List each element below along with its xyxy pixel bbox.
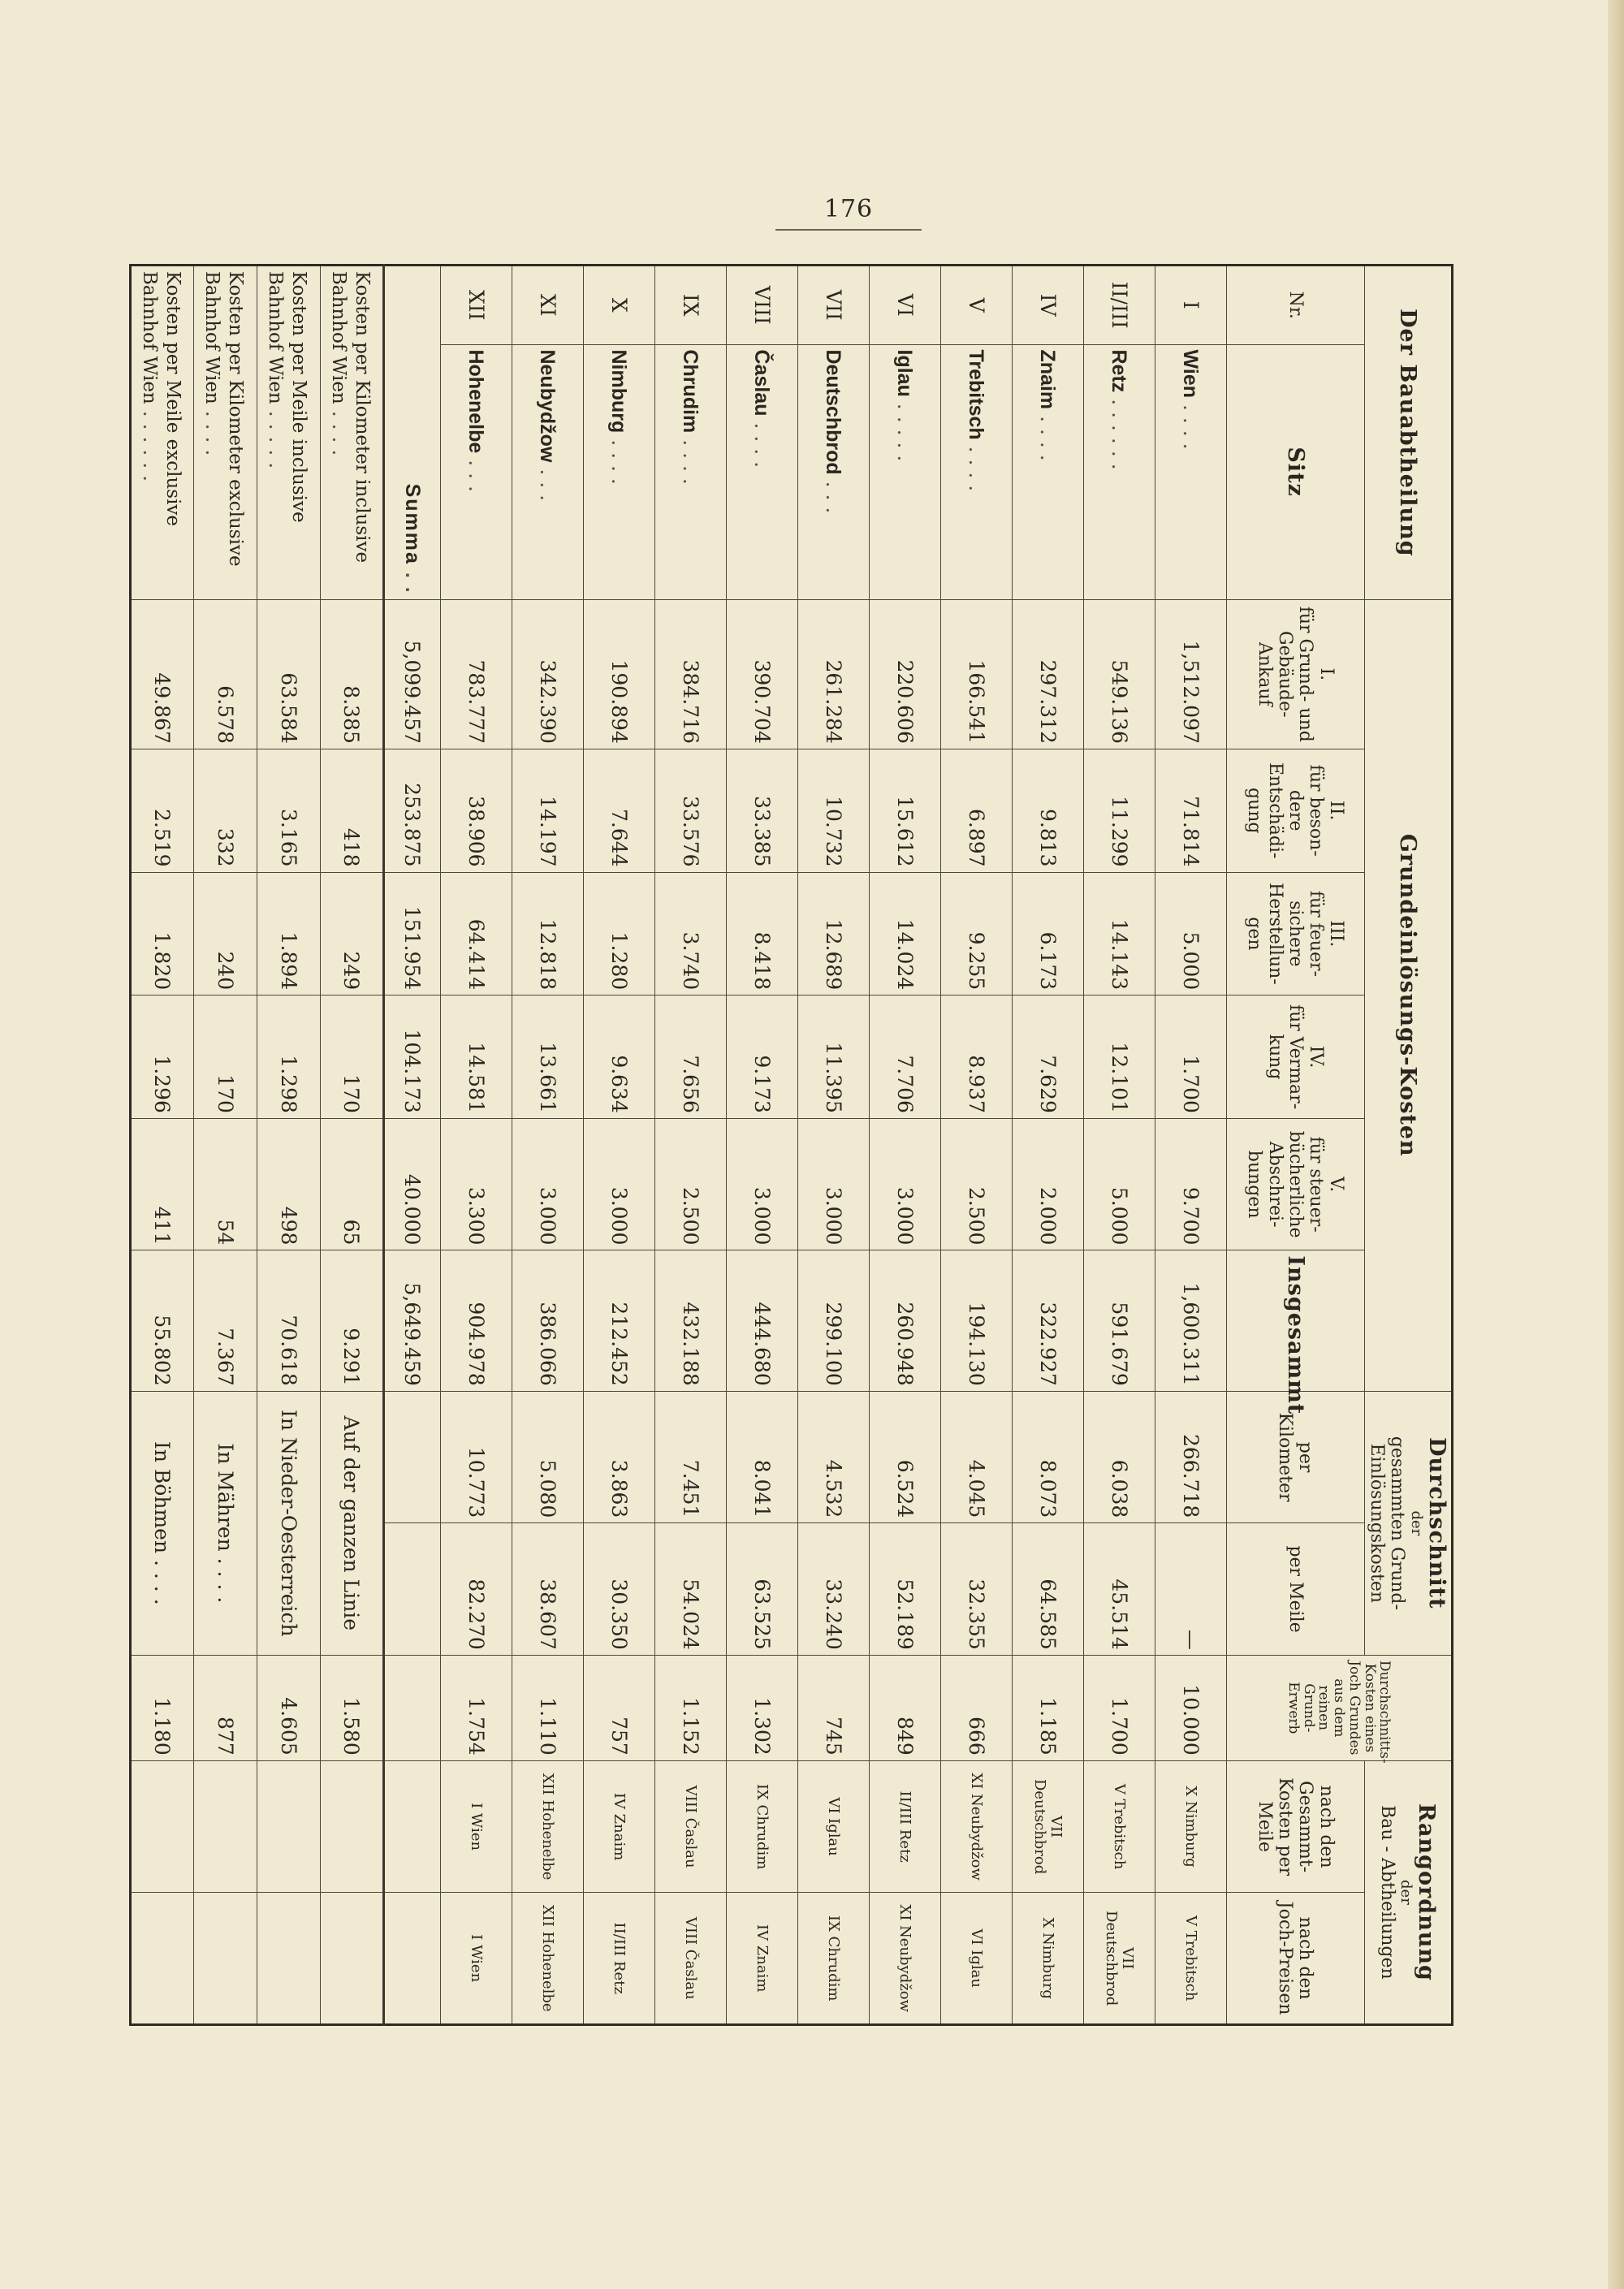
header-sitz: Sitz xyxy=(1226,344,1364,599)
cell-c2: 15.612 xyxy=(869,749,940,872)
cell-c4: 7.706 xyxy=(869,995,940,1119)
cell-c5: 2.500 xyxy=(654,1118,726,1250)
leader-dots: . . . . xyxy=(679,439,703,485)
col-II-num: II. xyxy=(1326,801,1347,821)
cell-rank-meile: V Trebitsch xyxy=(1083,1760,1155,1893)
cell-c2: 33.385 xyxy=(726,749,797,872)
cell-rank-joch: XI Neubydžow xyxy=(869,1893,940,2025)
cell-c2: 10.732 xyxy=(797,749,869,872)
rangordnung-der: der xyxy=(1397,1880,1415,1905)
cell-rank-meile: VIII Časlau xyxy=(654,1760,726,1893)
cell-km: 5.080 xyxy=(512,1391,583,1523)
durchschnitt-title: Durchschnitt xyxy=(1424,1437,1449,1609)
cell-joch: 745 xyxy=(797,1655,869,1760)
summa-c2: 253.875 xyxy=(383,749,440,872)
header-rang-joch: nach den Joch-Preisen xyxy=(1226,1893,1364,2025)
footer-note: In Nieder-Oesterreich xyxy=(257,1391,320,1655)
cell-joch: 1.185 xyxy=(1012,1655,1083,1760)
col-II-label: für beson-dere Entschädi-gung xyxy=(1244,762,1327,859)
row-sitz xyxy=(797,344,869,599)
empty-cell xyxy=(257,1893,320,2025)
footer-c4: 1.296 xyxy=(130,995,193,1119)
leader-dots: . . . . xyxy=(965,446,989,492)
row-nr: X xyxy=(583,266,654,345)
header-insgesammt: Insgesammt xyxy=(1226,1250,1364,1391)
empty-cell xyxy=(383,1391,440,1523)
rangordnung-title: Rangordnung xyxy=(1414,1803,1440,1981)
cell-rank-joch: VI Iglau xyxy=(940,1893,1012,2025)
footer-note: Auf der ganzen Linie xyxy=(320,1391,383,1655)
cell-c2: 7.644 xyxy=(583,749,654,872)
row-nr: XI xyxy=(512,266,583,345)
cell-c5: 3.000 xyxy=(797,1118,869,1250)
cell-total: 432.188 xyxy=(654,1250,726,1391)
cell-km: 4.045 xyxy=(940,1391,1012,1523)
header-per-km: per Kilometer xyxy=(1226,1391,1364,1523)
cell-c5: 9.700 xyxy=(1155,1118,1226,1250)
cell-rank-meile: XI Neubydžow xyxy=(940,1760,1012,1893)
cell-rank-meile: II/III Retz xyxy=(869,1760,940,1893)
footer-c3: 240 xyxy=(193,872,257,995)
header-col-II xyxy=(1226,749,1364,872)
row-sitz xyxy=(512,344,583,599)
header-col-IV xyxy=(1226,995,1364,1119)
table-body xyxy=(130,266,1226,2025)
empty-cell xyxy=(320,1893,383,2025)
cell-c4: 8.937 xyxy=(940,995,1012,1119)
cell-c5: 3.000 xyxy=(869,1118,940,1250)
cell-km: 4.532 xyxy=(797,1391,869,1523)
cell-meile: 63.525 xyxy=(726,1523,797,1656)
leader-dots: . . . . . xyxy=(893,403,918,462)
table-row xyxy=(940,266,1012,2025)
cell-c3: 12.818 xyxy=(512,872,583,995)
cell-meile: 45.514 xyxy=(1083,1523,1155,1656)
cell-meile: — xyxy=(1155,1523,1226,1656)
footer-joch: 4.605 xyxy=(257,1655,320,1760)
sitz-name: Deutschbrod xyxy=(822,349,845,475)
leader-dots: . . . . xyxy=(1036,416,1060,461)
empty-cell xyxy=(130,1760,193,1893)
cell-c4: 12.101 xyxy=(1083,995,1155,1119)
cell-rank-joch: VII Deutschbrod xyxy=(1083,1893,1155,2025)
table-row xyxy=(1083,266,1155,2025)
cell-total: 299.100 xyxy=(797,1250,869,1391)
row-sitz xyxy=(940,344,1012,599)
cell-meile: 64.585 xyxy=(1012,1523,1083,1656)
footer-total: 70.618 xyxy=(257,1250,320,1391)
footer-label-text: Kosten per Meile inclusive Bahnhof Wien xyxy=(265,271,310,523)
cell-c2: 14.197 xyxy=(512,749,583,872)
cell-total: 194.130 xyxy=(940,1250,1012,1391)
footer-c2: 418 xyxy=(320,749,383,872)
cell-rank-meile: IV Znaim xyxy=(583,1760,654,1893)
cell-total: 444.680 xyxy=(726,1250,797,1391)
cell-c3: 5.000 xyxy=(1155,872,1226,995)
empty-cell xyxy=(193,1893,257,2025)
header-joch: Durchschnitts-Kosten eines Joch Grundes aus dem reinen Grund-Erwerb xyxy=(1226,1655,1452,1760)
cell-c1: 190.894 xyxy=(583,599,654,749)
footer-label xyxy=(130,266,193,600)
cell-c3: 6.173 xyxy=(1012,872,1083,995)
table-row xyxy=(440,266,512,2025)
leader-dots: . . . . xyxy=(750,422,775,469)
cell-km: 266.718 xyxy=(1155,1391,1226,1523)
summa-c1: 5,099.457 xyxy=(383,599,440,749)
sitz-name: Časlau xyxy=(750,349,774,417)
cell-rank-meile: VI Iglau xyxy=(797,1760,869,1893)
header-grundeinloesung: Grundeinlösungs-Kosten xyxy=(1364,599,1452,1391)
table-row xyxy=(1155,266,1226,2025)
cell-total: 260.948 xyxy=(869,1250,940,1391)
table-row xyxy=(869,266,940,2025)
footer-row xyxy=(320,266,383,2025)
header-per-meile: per Meile xyxy=(1226,1523,1364,1656)
footer-label xyxy=(320,266,383,600)
cell-meile: 52.189 xyxy=(869,1523,940,1656)
cell-joch: 10.000 xyxy=(1155,1655,1226,1760)
cell-rank-meile: X Nimburg xyxy=(1155,1760,1226,1893)
leader-dots: . . . . xyxy=(1179,404,1203,450)
cell-joch: 757 xyxy=(583,1655,654,1760)
empty-cell xyxy=(130,1893,193,2025)
cell-c4: 13.661 xyxy=(512,995,583,1119)
footer-total: 55.802 xyxy=(130,1250,193,1391)
footer-c4: 1.298 xyxy=(257,995,320,1119)
footer-row xyxy=(193,266,257,2025)
cell-c2: 11.299 xyxy=(1083,749,1155,872)
summa-label xyxy=(383,266,440,600)
footer-c1: 63.584 xyxy=(257,599,320,749)
cell-meile: 54.024 xyxy=(654,1523,726,1656)
footer-c3: 249 xyxy=(320,872,383,995)
cell-c4: 11.395 xyxy=(797,995,869,1119)
durchschnitt-sub: gesammten Grund-Einlösungskosten xyxy=(1366,1436,1408,1610)
cell-total: 386.066 xyxy=(512,1250,583,1391)
footer-c5: 54 xyxy=(193,1118,257,1250)
empty-cell xyxy=(257,1760,320,1893)
cell-joch: 1.152 xyxy=(654,1655,726,1760)
cell-c1: 1,512.097 xyxy=(1155,599,1226,749)
leader-dots: . . . . xyxy=(327,410,352,456)
cell-c1: 390.704 xyxy=(726,599,797,749)
cell-km: 3.863 xyxy=(583,1391,654,1523)
leader-dots: . . . . xyxy=(201,410,226,456)
row-nr: IV xyxy=(1012,266,1083,345)
cell-km: 10.773 xyxy=(440,1391,512,1523)
row-nr: XII xyxy=(440,266,512,345)
cell-c3: 14.024 xyxy=(869,872,940,995)
table-row xyxy=(1012,266,1083,2025)
empty-cell xyxy=(193,1760,257,1893)
cell-rank-joch: II/III Retz xyxy=(583,1893,654,2025)
row-nr: IX xyxy=(654,266,726,345)
footer-c2: 2.519 xyxy=(130,749,193,872)
footer-joch: 877 xyxy=(193,1655,257,1760)
table-row xyxy=(654,266,726,2025)
header-nr: Nr. xyxy=(1226,266,1364,345)
cell-c4: 14.581 xyxy=(440,995,512,1119)
cell-rank-meile: VII Deutschbrod xyxy=(1012,1760,1083,1893)
col-I-num: I. xyxy=(1315,667,1337,681)
col-III-num: III. xyxy=(1326,920,1347,948)
cell-c4: 7.629 xyxy=(1012,995,1083,1119)
cell-km: 6.524 xyxy=(869,1391,940,1523)
cell-c2: 38.906 xyxy=(440,749,512,872)
col-IV-label: für Vermar-kung xyxy=(1264,1004,1306,1110)
cell-meile: 30.350 xyxy=(583,1523,654,1656)
footer-total: 9.291 xyxy=(320,1250,383,1391)
cell-rank-joch: V Trebitsch xyxy=(1155,1893,1226,2025)
sitz-name: Iglau xyxy=(893,349,917,397)
leader-dots: . . . xyxy=(464,460,489,492)
footer-c2: 332 xyxy=(193,749,257,872)
sitz-name: Neubydžow xyxy=(536,349,559,463)
summa-total: 5,649.459 xyxy=(383,1250,440,1391)
empty-cell xyxy=(383,1893,440,2025)
cell-c3: 9.255 xyxy=(940,872,1012,995)
row-nr: I xyxy=(1155,266,1226,345)
row-nr: V xyxy=(940,266,1012,345)
table-row xyxy=(583,266,654,2025)
table-row xyxy=(797,266,869,2025)
sitz-name: Retz xyxy=(1108,349,1131,393)
col-V-num: V. xyxy=(1326,1177,1347,1193)
leader-dots: . . . . . xyxy=(265,410,289,469)
cell-meile: 82.270 xyxy=(440,1523,512,1656)
cell-joch: 666 xyxy=(940,1655,1012,1760)
sitz-name: Trebitsch xyxy=(965,349,988,440)
cell-joch: 1.700 xyxy=(1083,1655,1155,1760)
row-sitz xyxy=(869,344,940,599)
col-IV-num: IV. xyxy=(1306,1045,1327,1069)
footer-row xyxy=(257,266,320,2025)
cell-c3: 8.418 xyxy=(726,872,797,995)
footer-c5: 498 xyxy=(257,1118,320,1250)
cell-joch: 1.302 xyxy=(726,1655,797,1760)
footer-c5: 411 xyxy=(130,1118,193,1250)
footer-label xyxy=(257,266,320,600)
footer-c3: 1.894 xyxy=(257,872,320,995)
sitz-name: Znaim xyxy=(1036,349,1060,410)
footer-c1: 8.385 xyxy=(320,599,383,749)
footer-joch: 1.180 xyxy=(130,1655,193,1760)
header-col-III xyxy=(1226,872,1364,995)
cell-c4: 7.656 xyxy=(654,995,726,1119)
cell-c3: 3.740 xyxy=(654,872,726,995)
rotated-table-container xyxy=(138,264,1453,2026)
cell-c1: 297.312 xyxy=(1012,599,1083,749)
col-III-label: für feuer-sichere Herstellun-gen xyxy=(1244,883,1327,985)
empty-cell xyxy=(383,1760,440,1893)
cell-c1: 220.606 xyxy=(869,599,940,749)
leader-dots: . . xyxy=(401,572,425,594)
footer-label-text: Kosten per Kilometer inclusive Bahnhof Wien xyxy=(327,271,373,564)
table-row xyxy=(512,266,583,2025)
footer-label-text: Kosten per Kilometer exclusive Bahnhof Wien xyxy=(201,271,247,567)
cell-c1: 261.284 xyxy=(797,599,869,749)
cell-c1: 783.777 xyxy=(440,599,512,749)
empty-cell xyxy=(320,1760,383,1893)
row-sitz xyxy=(1155,344,1226,599)
sitz-name: Nimburg xyxy=(607,349,631,434)
header-durchschnitt xyxy=(1364,1391,1452,1655)
row-nr: VIII xyxy=(726,266,797,345)
summa-row xyxy=(383,266,440,2025)
cell-km: 8.041 xyxy=(726,1391,797,1523)
col-V-label: für steuer-bücherliche Abschrei-bungen xyxy=(1244,1130,1327,1238)
footer-c4: 170 xyxy=(193,995,257,1119)
cell-km: 8.073 xyxy=(1012,1391,1083,1523)
header-rangordnung xyxy=(1364,1760,1452,2024)
footer-c4: 170 xyxy=(320,995,383,1119)
cost-table xyxy=(129,264,1453,2026)
header-col-V xyxy=(1226,1118,1364,1250)
cell-rank-meile: IX Chrudim xyxy=(726,1760,797,1893)
cell-joch: 1.754 xyxy=(440,1655,512,1760)
cell-total: 591.679 xyxy=(1083,1250,1155,1391)
cell-c5: 3.300 xyxy=(440,1118,512,1250)
cell-c4: 9.173 xyxy=(726,995,797,1119)
leader-dots: . . . xyxy=(822,481,846,514)
row-sitz xyxy=(726,344,797,599)
durchschnitt-der: der xyxy=(1407,1510,1425,1536)
summa-text: Summa xyxy=(401,483,425,565)
cell-meile: 32.355 xyxy=(940,1523,1012,1656)
leader-dots: . . . xyxy=(536,469,560,502)
cell-c5: 2.000 xyxy=(1012,1118,1083,1250)
cell-rank-meile: XII Hohenelbe xyxy=(512,1760,583,1893)
cell-joch: 1.110 xyxy=(512,1655,583,1760)
sitz-name: Hohenelbe xyxy=(464,349,488,454)
cell-c3: 14.143 xyxy=(1083,872,1155,995)
cell-c2: 6.897 xyxy=(940,749,1012,872)
summa-c3: 151.954 xyxy=(383,872,440,995)
cell-km: 6.038 xyxy=(1083,1391,1155,1523)
row-sitz xyxy=(1012,344,1083,599)
page-number: 176 xyxy=(823,195,874,223)
cell-c3: 12.689 xyxy=(797,872,869,995)
footer-c2: 3.165 xyxy=(257,749,320,872)
empty-cell xyxy=(383,1523,440,1656)
cell-c2: 9.813 xyxy=(1012,749,1083,872)
footer-c1: 6.578 xyxy=(193,599,257,749)
cell-c1: 549.136 xyxy=(1083,599,1155,749)
table-row xyxy=(726,266,797,2025)
cell-c3: 1.280 xyxy=(583,872,654,995)
cell-rank-joch: X Nimburg xyxy=(1012,1893,1083,2025)
page-number-rule xyxy=(775,229,922,231)
footer-total: 7.367 xyxy=(193,1250,257,1391)
cell-rank-joch: VIII Časlau xyxy=(654,1893,726,2025)
cell-c2: 33.576 xyxy=(654,749,726,872)
cell-c5: 2.500 xyxy=(940,1118,1012,1250)
cell-meile: 33.240 xyxy=(797,1523,869,1656)
footer-joch: 1.580 xyxy=(320,1655,383,1760)
cell-c1: 384.716 xyxy=(654,599,726,749)
row-sitz xyxy=(583,344,654,599)
header-col-I xyxy=(1226,599,1364,749)
cell-rank-joch: IX Chrudim xyxy=(797,1893,869,2025)
row-nr: II/III xyxy=(1083,266,1155,345)
sitz-name: Wien xyxy=(1179,349,1203,398)
cell-c3: 64.414 xyxy=(440,872,512,995)
cell-km: 7.451 xyxy=(654,1391,726,1523)
row-nr: VI xyxy=(869,266,940,345)
header-rang-meile: nach den Gesammt-Kosten per Meile xyxy=(1226,1760,1364,1893)
empty-cell xyxy=(383,1655,440,1760)
cell-c5: 5.000 xyxy=(1083,1118,1155,1250)
cell-c1: 166.541 xyxy=(940,599,1012,749)
cell-c5: 3.000 xyxy=(512,1118,583,1250)
col-I-label: für Grund- und Gebäude-Ankauf xyxy=(1254,606,1316,742)
rangordnung-sub: Bau - Abtheilungen xyxy=(1376,1805,1397,1980)
cell-c2: 71.814 xyxy=(1155,749,1226,872)
leader-dots: . . . . . . xyxy=(138,410,162,482)
footer-row xyxy=(130,266,193,2025)
footer-c1: 49.867 xyxy=(130,599,193,749)
cell-c1: 342.390 xyxy=(512,599,583,749)
leader-dots: . . . . . . xyxy=(1108,399,1132,470)
cell-joch: 849 xyxy=(869,1655,940,1760)
footer-note: In Böhmen . . . . xyxy=(130,1391,193,1655)
summa-c5: 40.000 xyxy=(383,1118,440,1250)
row-sitz xyxy=(654,344,726,599)
cell-c4: 9.634 xyxy=(583,995,654,1119)
sitz-name: Chrudim xyxy=(679,349,702,434)
cell-total: 322.927 xyxy=(1012,1250,1083,1391)
cell-rank-meile: I Wien xyxy=(440,1760,512,1893)
page-edge xyxy=(1608,0,1624,2289)
cell-c5: 3.000 xyxy=(583,1118,654,1250)
cell-c4: 1.700 xyxy=(1155,995,1226,1119)
footer-c5: 65 xyxy=(320,1118,383,1250)
row-sitz xyxy=(440,344,512,599)
cell-total: 1,600.311 xyxy=(1155,1250,1226,1391)
row-nr: VII xyxy=(797,266,869,345)
cell-c5: 3.000 xyxy=(726,1118,797,1250)
footer-note: In Mähren . . . . xyxy=(193,1391,257,1655)
footer-label-text: Kosten per Meile exclusive Bahnhof Wien xyxy=(138,271,184,527)
footer-c3: 1.820 xyxy=(130,872,193,995)
summa-c4: 104.173 xyxy=(383,995,440,1119)
cell-rank-joch: XII Hohenelbe xyxy=(512,1893,583,2025)
cell-rank-joch: IV Znaim xyxy=(726,1893,797,2025)
header-bauabtheilung: Der Bauabtheilung xyxy=(1364,266,1452,600)
cell-total: 904.978 xyxy=(440,1250,512,1391)
leader-dots: . . . . xyxy=(607,439,632,485)
cell-meile: 38.607 xyxy=(512,1523,583,1656)
row-sitz xyxy=(1083,344,1155,599)
footer-label xyxy=(193,266,257,600)
cell-rank-joch: I Wien xyxy=(440,1893,512,2025)
cell-total: 212.452 xyxy=(583,1250,654,1391)
